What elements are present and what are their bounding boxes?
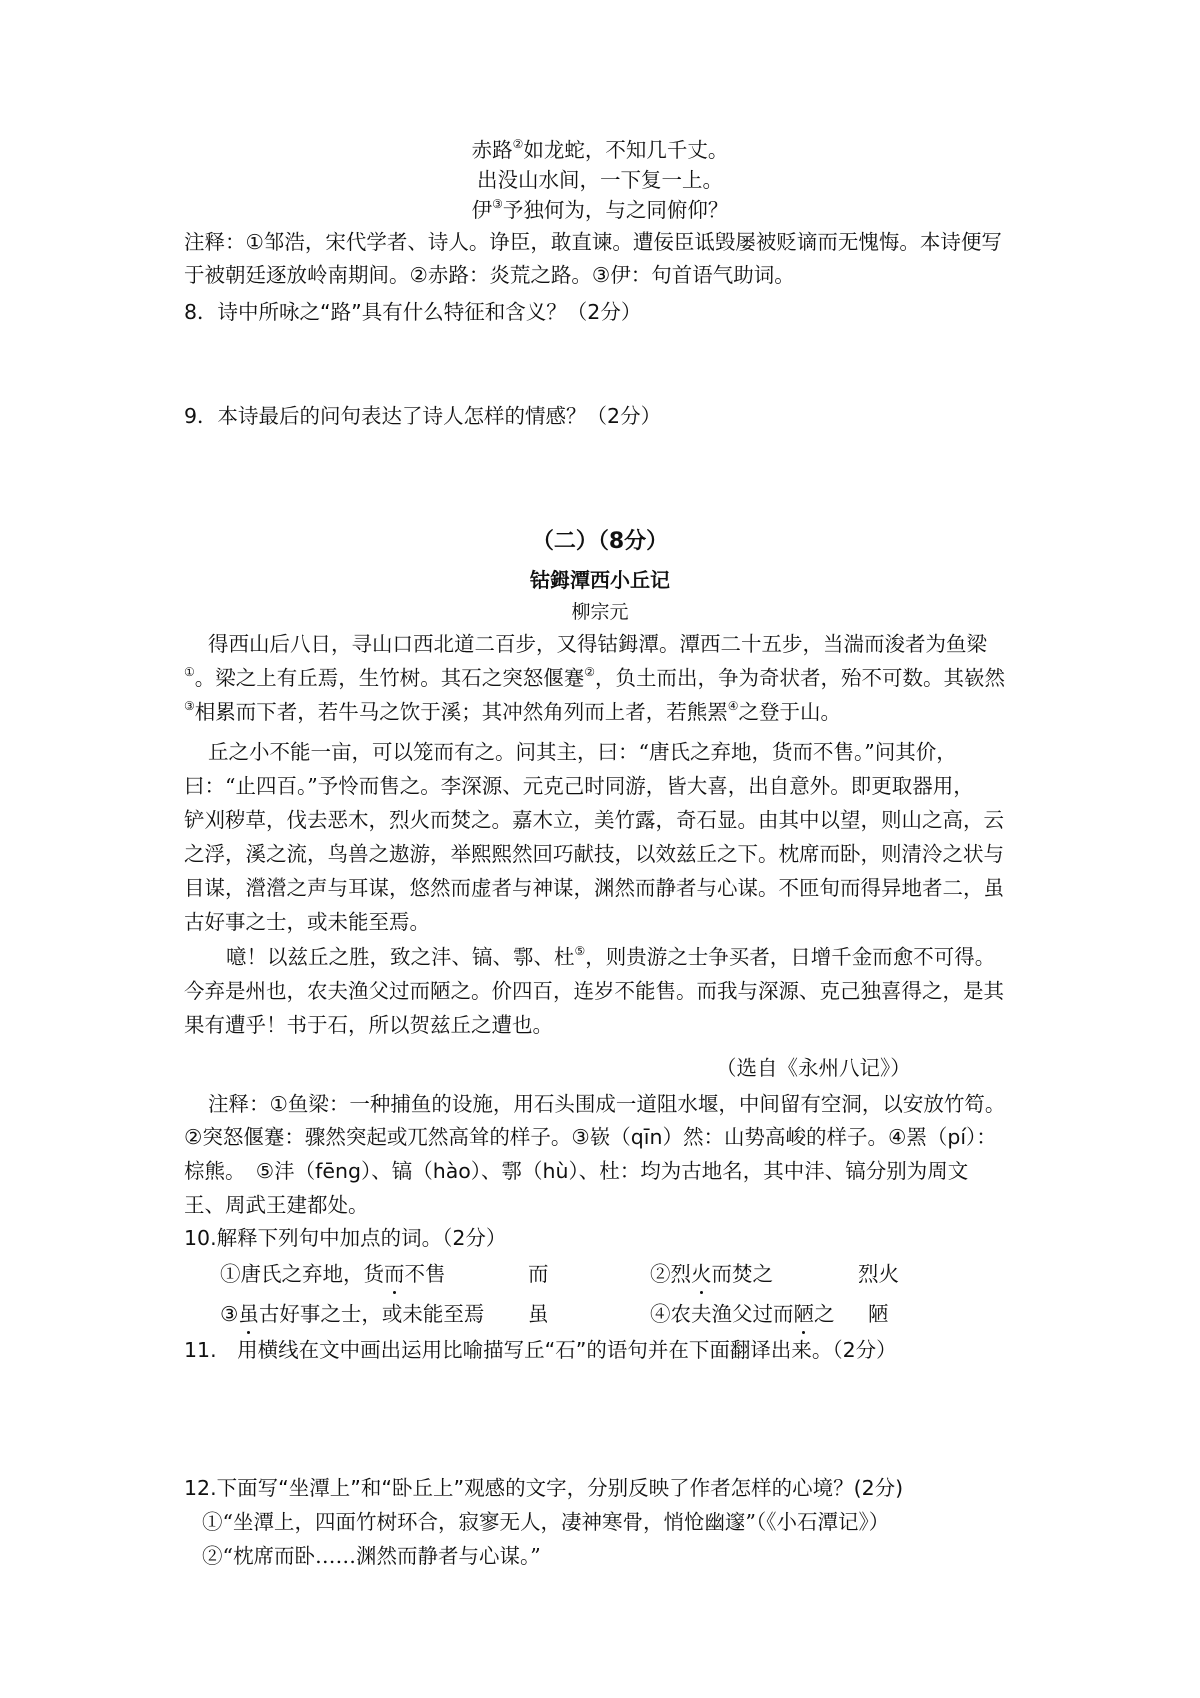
poem-line-1 bbox=[0, 136, 1200, 167]
passage-source: （选自《永州八记》） bbox=[716, 1056, 911, 1080]
footnote-marker: ② bbox=[512, 137, 524, 151]
footnote-marker: ⑤ bbox=[574, 944, 586, 958]
passage-p2-line-6: 古好事之士，或未能至焉。 bbox=[184, 910, 430, 934]
passage-p1-line-2 bbox=[184, 664, 1005, 695]
passage-p2-line-2: 曰：“止四百。”予怜而售之。李深源、元克己时同游，皆大喜，出自意外。即更取器用， bbox=[184, 774, 974, 798]
poem-line-1-text-b: 如龙蛇，不知几千丈。 bbox=[523, 138, 729, 162]
poem-line-2-text: 出没山水间，一下复一上。 bbox=[477, 168, 723, 192]
footnote-marker: ③ bbox=[184, 699, 195, 713]
passage-text: 噫！以兹丘之胜，致之沣、镐、鄠、杜 bbox=[226, 945, 575, 969]
passage-text: 相累而下者，若牛马之饮于溪；其冲然角列而上者，若熊罴 bbox=[194, 700, 728, 724]
item-text: ④农夫渔父过而 bbox=[650, 1302, 794, 1326]
question-10-item-2 bbox=[650, 1260, 773, 1288]
item-text: ①唐氏之弃地，货 bbox=[220, 1262, 384, 1286]
question-10-item-3 bbox=[220, 1300, 484, 1328]
passage-p3-line-1 bbox=[226, 943, 995, 974]
question-10-item-1-word: 而 bbox=[528, 1262, 549, 1286]
poem-line-3 bbox=[0, 196, 1200, 227]
question-10-item-1 bbox=[220, 1260, 446, 1288]
passage-text: ，负土而出，争为奇状者，殆不可数。其嵚然 bbox=[595, 666, 1006, 690]
question-9: 9．本诗最后的问句表达了诗人怎样的情感？（2分） bbox=[184, 404, 662, 428]
poem-note-line-1: 注释：①邹浩，宋代学者、诗人。诤臣，敢直谏。遭佞臣诋毁屡被贬谪而无愧悔。本诗便写 bbox=[184, 230, 1002, 254]
item-text: 古好事之士，或未能至焉 bbox=[258, 1302, 485, 1326]
passage-author: 柳宗元 bbox=[571, 601, 629, 623]
item-text: ③ bbox=[220, 1302, 239, 1326]
question-8: 8．诗中所咏之“路”具有什么特征和含义？（2分） bbox=[184, 300, 642, 324]
question-10-item-2-word: 烈火 bbox=[858, 1262, 899, 1286]
poem-line-2 bbox=[0, 166, 1200, 194]
question-11-stem: 11. 用横线在文中画出运用比喻描写丘“石”的语句并在下面翻译出来。（2分） bbox=[184, 1338, 897, 1362]
poem-line-3-text-a: 伊 bbox=[471, 198, 493, 222]
passage-note-line-4: 王、周武王建都处。 bbox=[184, 1193, 369, 1217]
passage-text: 。梁之上有丘焉，生竹树。其石之突怒偃蹇 bbox=[194, 666, 585, 690]
passage-p2-line-5: 目谋，瀯瀯之声与耳谋，悠然而虚者与神谋，渊然而静者与心谋。不匝旬而得异地者二，虽 bbox=[184, 876, 1004, 900]
section-2-header: （二）（8分） bbox=[531, 529, 669, 554]
passage-p3-line-3: 果有遭乎！书于石，所以贺兹丘之遭也。 bbox=[184, 1013, 553, 1037]
passage-p2-line-4: 之浮，溪之流，鸟兽之遨游，举熙熙然回巧献技，以效兹丘之下。枕席而卧，则清泠之状与 bbox=[184, 842, 1004, 866]
passage-p3-line-2: 今弃是州也，农夫渔父过而陋之。价四百，连岁不能售。而我与深源、克己独喜得之，是其 bbox=[184, 979, 1004, 1003]
passage-p2-line-1: 丘之小不能一亩，可以笼而有之。问其主，曰：“唐氏之弃地，货而不售。”问其价， bbox=[208, 740, 957, 764]
item-text: 之 bbox=[814, 1302, 835, 1326]
dotted-word: 陋 bbox=[793, 1302, 814, 1326]
footnote-marker: ③ bbox=[492, 197, 503, 211]
dotted-word: 而 bbox=[384, 1262, 405, 1286]
passage-text: 之登于山。 bbox=[738, 700, 842, 724]
question-10-item-4 bbox=[650, 1300, 835, 1328]
dotted-word: 火 bbox=[691, 1262, 712, 1286]
question-10-item-3-word: 虽 bbox=[528, 1302, 549, 1326]
footnote-marker: ② bbox=[584, 665, 596, 679]
passage-title: 钴鉧潭西小丘记 bbox=[530, 568, 670, 592]
footnote-marker: ① bbox=[184, 665, 195, 679]
poem-note-line-2: 于被朝廷逐放岭南期间。②赤路：炎荒之路。③伊：句首语气助词。 bbox=[184, 263, 795, 287]
passage-note-line-2: ②突怒偃蹇：骤然突起或兀然高耸的样子。③嵚（qīn）然：山势高峻的样子。④罴（pí）： bbox=[184, 1125, 997, 1149]
footnote-marker: ④ bbox=[727, 699, 739, 713]
question-10-stem: 10.解释下列句中加点的词。（2分） bbox=[184, 1226, 507, 1250]
item-text: 不售 bbox=[404, 1262, 446, 1286]
passage-text: ，则贵游之士争买者，日增千金而愈不可得。 bbox=[585, 945, 996, 969]
passage-p2-line-3: 铲刈秽草，伐去恶木，烈火而焚之。嘉木立，美竹露，奇石显。由其中以望，则山之高，云 bbox=[184, 808, 1004, 832]
poem-line-1-text-a: 赤路 bbox=[471, 138, 513, 162]
passage-p1-line-1: 得西山后八日，寻山口西北道二百步，又得钴鉧潭。潭西二十五步，当湍而浚者为鱼梁 bbox=[208, 632, 987, 656]
question-12-item-2: ②“枕席而卧……渊然而静者与心谋。” bbox=[202, 1544, 541, 1568]
item-text: ②烈 bbox=[650, 1262, 691, 1286]
item-text: 而焚之 bbox=[711, 1262, 773, 1286]
passage-p1-line-3 bbox=[184, 698, 841, 729]
poem-line-3-text-b: 予独何为，与之同俯仰？ bbox=[502, 198, 729, 222]
question-10-item-4-word: 陋 bbox=[868, 1302, 889, 1326]
dotted-word: 虽 bbox=[238, 1302, 259, 1326]
question-12-item-1: ①“坐潭上，四面竹树环合，寂寥无人，凄神寒骨，悄怆幽邃”（《小石潭记》） bbox=[202, 1510, 890, 1534]
question-12-stem: 12.下面写“坐潭上”和“卧丘上”观感的文字，分别反映了作者怎样的心境？(2分) bbox=[184, 1476, 904, 1500]
passage-note-line-3: 棕熊。 ⑤沣（fēng）、镐（hào）、鄠（hù）、杜：均为古地名，其中沣、镐分别为周文 bbox=[184, 1159, 969, 1183]
passage-note-line-1: 注释：①鱼梁：一种捕鱼的设施，用石头围成一道阻水堰，中间留有空洞，以安放竹笱。 bbox=[208, 1092, 1006, 1116]
